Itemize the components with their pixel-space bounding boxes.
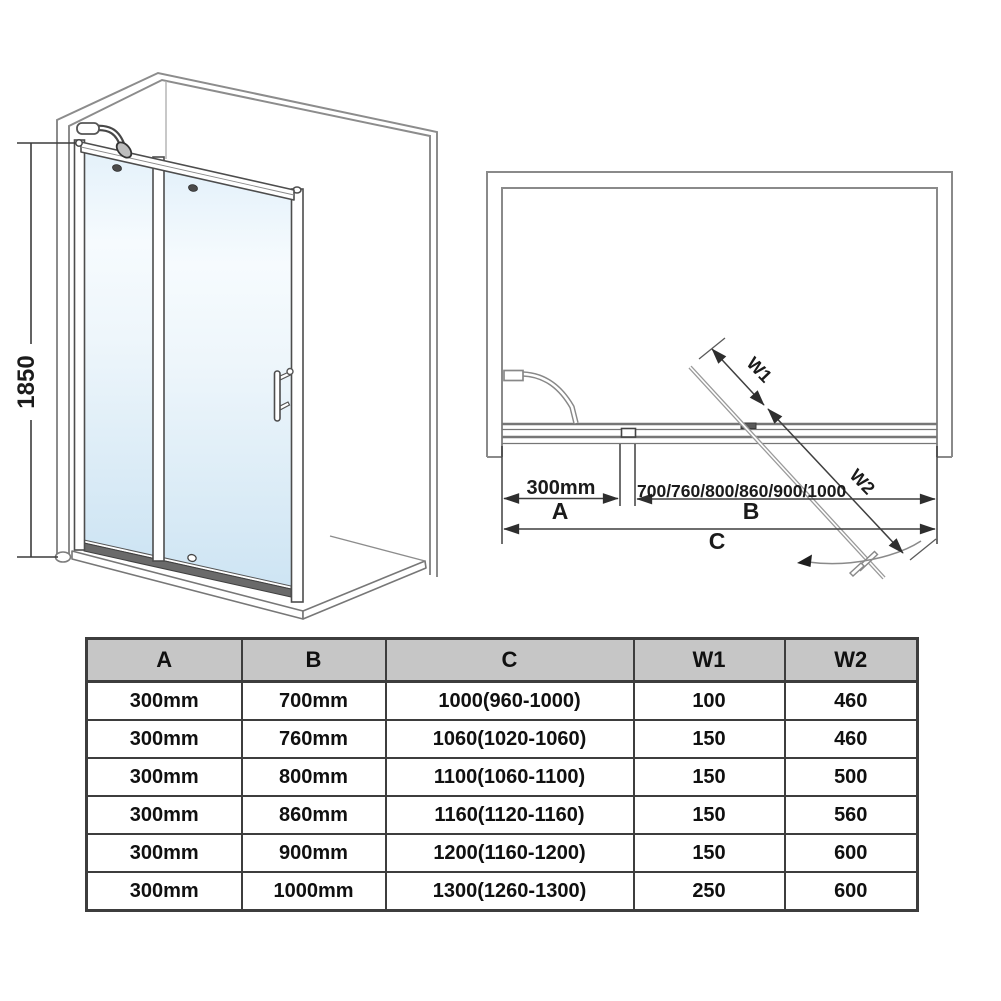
dim-w2-label: W2 xyxy=(845,465,879,499)
table-cell: 150 xyxy=(634,834,785,872)
table-cell: 300mm xyxy=(87,720,242,758)
shower-enclosure-3d-diagram xyxy=(0,58,465,625)
table-row xyxy=(87,796,918,834)
dim-b-value-label: 700/760/800/860/900/1000 xyxy=(637,481,847,501)
table-row xyxy=(87,720,918,758)
table-cell: 300mm xyxy=(87,758,242,796)
table-cell: 1060(1020-1060) xyxy=(386,720,634,758)
dimension-w1-w2 xyxy=(699,338,936,560)
col-header-b: B xyxy=(242,639,386,682)
height-dimension xyxy=(13,140,82,557)
table-cell: 150 xyxy=(634,796,785,834)
table-cell: 460 xyxy=(785,682,918,721)
table-cell: 1300(1260-1300) xyxy=(386,872,634,911)
height-dimension-label: 1850 xyxy=(13,355,40,409)
plan-wall-outline xyxy=(487,172,952,457)
spec-table-header-row xyxy=(87,639,918,682)
spec-table xyxy=(85,637,919,912)
dim-c-label: C xyxy=(708,528,726,554)
table-row xyxy=(87,834,918,872)
table-cell: 1160(1120-1160) xyxy=(386,796,634,834)
table-cell: 760mm xyxy=(242,720,386,758)
table-cell: 1200(1160-1200) xyxy=(386,834,634,872)
dim-w1-label: W1 xyxy=(742,353,776,387)
table-cell: 100 xyxy=(634,682,785,721)
table-cell: 860mm xyxy=(242,796,386,834)
table-cell: 1100(1060-1100) xyxy=(386,758,634,796)
table-cell: 1000(960-1000) xyxy=(386,682,634,721)
table-cell: 700mm xyxy=(242,682,386,721)
dim-a-value-label: 300mm xyxy=(526,477,596,499)
track-lines xyxy=(502,424,937,444)
table-row xyxy=(87,872,918,911)
shower-enclosure-plan-diagram xyxy=(480,158,960,593)
table-cell: 600 xyxy=(785,872,918,911)
dim-a-label: A xyxy=(551,498,569,524)
table-row xyxy=(87,682,918,721)
table-cell: 500 xyxy=(785,758,918,796)
table-cell: 1000mm xyxy=(242,872,386,911)
shower-arm-plan xyxy=(504,371,576,424)
dim-b-label: B xyxy=(742,498,760,524)
door-swing-arc xyxy=(797,541,921,567)
table-cell: 300mm xyxy=(87,872,242,911)
table-row xyxy=(87,758,918,796)
col-header-w2: W2 xyxy=(785,639,918,682)
table-cell: 600 xyxy=(785,834,918,872)
glass-right-pane xyxy=(164,171,292,592)
col-header-w1: W1 xyxy=(634,639,785,682)
table-cell: 460 xyxy=(785,720,918,758)
table-cell: 150 xyxy=(634,720,785,758)
table-cell: 800mm xyxy=(242,758,386,796)
table-cell: 900mm xyxy=(242,834,386,872)
glass-left-pane xyxy=(84,153,154,562)
table-cell: 560 xyxy=(785,796,918,834)
col-header-a: A xyxy=(87,639,242,682)
table-cell: 300mm xyxy=(87,834,242,872)
glass-panels xyxy=(84,153,292,592)
table-cell: 300mm xyxy=(87,682,242,721)
table-cell: 300mm xyxy=(87,796,242,834)
table-cell: 150 xyxy=(634,758,785,796)
track-roller xyxy=(622,429,636,438)
table-cell: 250 xyxy=(634,872,785,911)
col-header-c: C xyxy=(386,639,634,682)
